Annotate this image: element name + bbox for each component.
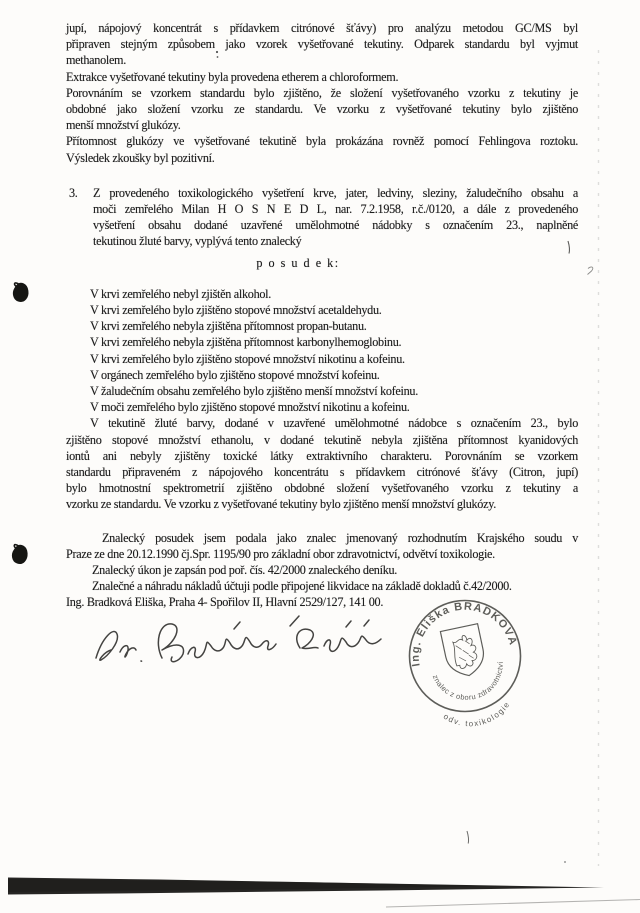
numbered-item-3 — [66, 185, 578, 250]
text-line: Přítomnost glukózy ve vyšetřované tekutině byla prokázána rovněž pomocí Fehlingova roztoku. — [66, 134, 578, 149]
text-line: jupí, nápojový koncentrát s přídavkem citrónové šťávy) pro analýzu metodou GC/MS byl — [66, 21, 578, 35]
scan-band-core — [8, 879, 500, 892]
finding-line: V orgánech zemřelého bylo zjištěno stopové množství kofeinu. — [90, 367, 380, 382]
text-line: iontů ani nebyly zjištěny toxické látky extraktivního charakteru. Porovnáním se vzorkem — [66, 448, 578, 463]
finding-line: V krvi zemřelého bylo zjištěno stopové množství acetaldehydu. — [90, 303, 382, 318]
expert-stamp — [398, 590, 538, 730]
text-line: Porovnáním se vzorkem standardu bylo zjištěno, že složení vyšetřovaného vzorku z tekutiny je — [66, 85, 578, 100]
signature-stroke — [234, 622, 240, 629]
ink-blob — [14, 283, 28, 301]
signature-stroke — [120, 646, 142, 662]
signature-stroke — [297, 629, 318, 648]
stamp-top-text: Ing. Eliška BRADKOVÁ — [409, 600, 520, 668]
svg-text:znalec z oboru zdravotnictví — [430, 659, 511, 709]
item-number: 3. — [69, 185, 78, 200]
text-line: bylo hmotnostní spektrometrií zjištěno obdobné složení vyšetřovaného vzorku z tekutiny a — [66, 481, 578, 496]
text-line: methanolem. — [66, 53, 126, 68]
stamp-middle-text: znalec z oboru zdravotnictví — [430, 661, 505, 702]
finding-line: V krvi zemřelého bylo zjištěno stopové množství nikotinu a kofeinu. — [90, 351, 405, 366]
signature — [84, 602, 384, 682]
scan-speck — [588, 267, 593, 274]
finding-line: V moči zemřelého bylo zjištěno stopové množství nikotinu a kofeinu. — [90, 400, 410, 415]
signature-stroke — [346, 620, 369, 627]
text-line: obdobné jako složení vzorku ze standardu. Ve vzorku z vyšetřované tekutiny bylo zjištěno — [66, 102, 578, 117]
signature-stroke — [324, 636, 381, 651]
signature-stroke — [96, 631, 117, 660]
signature-stroke — [290, 616, 299, 626]
finding-line: V krvi zemřelého nebyla zjištěna přítomnost propan-butanu. — [90, 319, 367, 334]
text-line: moči zemřelého Milan H O S N E D L, nar. 7.2.1958, r.č./0120, a dále z provedeného — [93, 202, 578, 217]
text-line: Praze ze dne 20.12.1990 čj.Spr. 1195/90 pro základní obor zdravotnictví, odvětví toxikologie. — [66, 546, 495, 561]
text-line: Výsledek zkoušky byl pozitivní. — [66, 150, 215, 165]
text-line: Znalecký posudek jsem podala jako znalec jmenovaný rozhodnutím Krajského soudu v — [102, 530, 578, 545]
finding-line: V žaludečním obsahu zemřelého bylo zjištěno menší množství kofeinu. — [90, 384, 418, 399]
text-line: Znalečné a náhradu nákladů účtuji podle připojené likvidace na základě dokladů č.42/2000. — [92, 579, 512, 594]
text-line: Znalecký úkon je zapsán pod poř. čís. 42/2000 znaleckého deníku. — [92, 563, 398, 578]
scan-speck — [467, 831, 469, 844]
svg-text:Ing. Eliška BRADKOVÁ — [399, 590, 520, 668]
finding-line: V krvi zemřelého nebyl zjištěn alkohol. — [90, 286, 271, 301]
finding-line: V krvi zemřelého nebyla zjištěna přítomnost karbonylhemoglobinu. — [90, 335, 402, 350]
text-line: Extrakce vyšetřované tekutiny byla provedena etherem a chloroformem. — [66, 69, 399, 84]
document-text — [66, 20, 578, 611]
text-line: V tekutině žluté barvy, dodané v uzavřené umělohmotné nádobce s označením 23., bylo — [90, 416, 578, 431]
findings-list — [66, 286, 578, 416]
item-body — [93, 185, 578, 250]
liquid-analysis-paragraph — [66, 415, 578, 512]
text-line: standardu připraveném z nápojového koncentrátu s přídavkem citrónové šťávy (Citron, jupí) — [66, 465, 578, 480]
stamp-bottom-text: odv. toxikologie — [441, 699, 512, 729]
text-line: vyšetření obsahu dodané uzavřené umělohmotné nádobky s označením 23., naplněné — [93, 218, 578, 233]
signature-stroke — [188, 637, 276, 657]
scan-speck — [564, 861, 566, 863]
text-line: připraven stejným způsobem jako vzorek vyšetřované tekutiny. Odparek standardu byl vyjmut — [66, 37, 578, 52]
verdict-heading: p o s u d e k: — [256, 255, 340, 270]
signature-stroke — [158, 624, 183, 662]
scan-line — [386, 900, 640, 908]
text-line: Z provedeného toxikologického vyšetření krve, jater, ledviny, sleziny, žaludečního obsahu a — [93, 185, 578, 200]
text-line: vzorku ze standardu. Ve vzorku z vyšetřované tekutiny bylo zjištěno menší množství glukózy. — [66, 497, 496, 512]
stamp-coat-of-arms — [440, 624, 487, 680]
text-line: menší množství glukózy. — [66, 118, 181, 133]
ink-blob — [12, 544, 27, 563]
text-line: zjištěno stopové množství ethanolu, v dodané tekutině nebyla zjištěna přítomnost kyanidových — [66, 432, 578, 447]
expert-address-line: Ing. Bradková Eliška, Praha 4- Spořilov II, Hlavní 2529/127, 141 00. — [66, 595, 384, 610]
text-line: tekutinou žluté barvy, vyplývá tento znalecký — [93, 234, 302, 249]
scan-band — [8, 878, 604, 895]
svg-text:odv. toxikologie — [441, 698, 516, 730]
